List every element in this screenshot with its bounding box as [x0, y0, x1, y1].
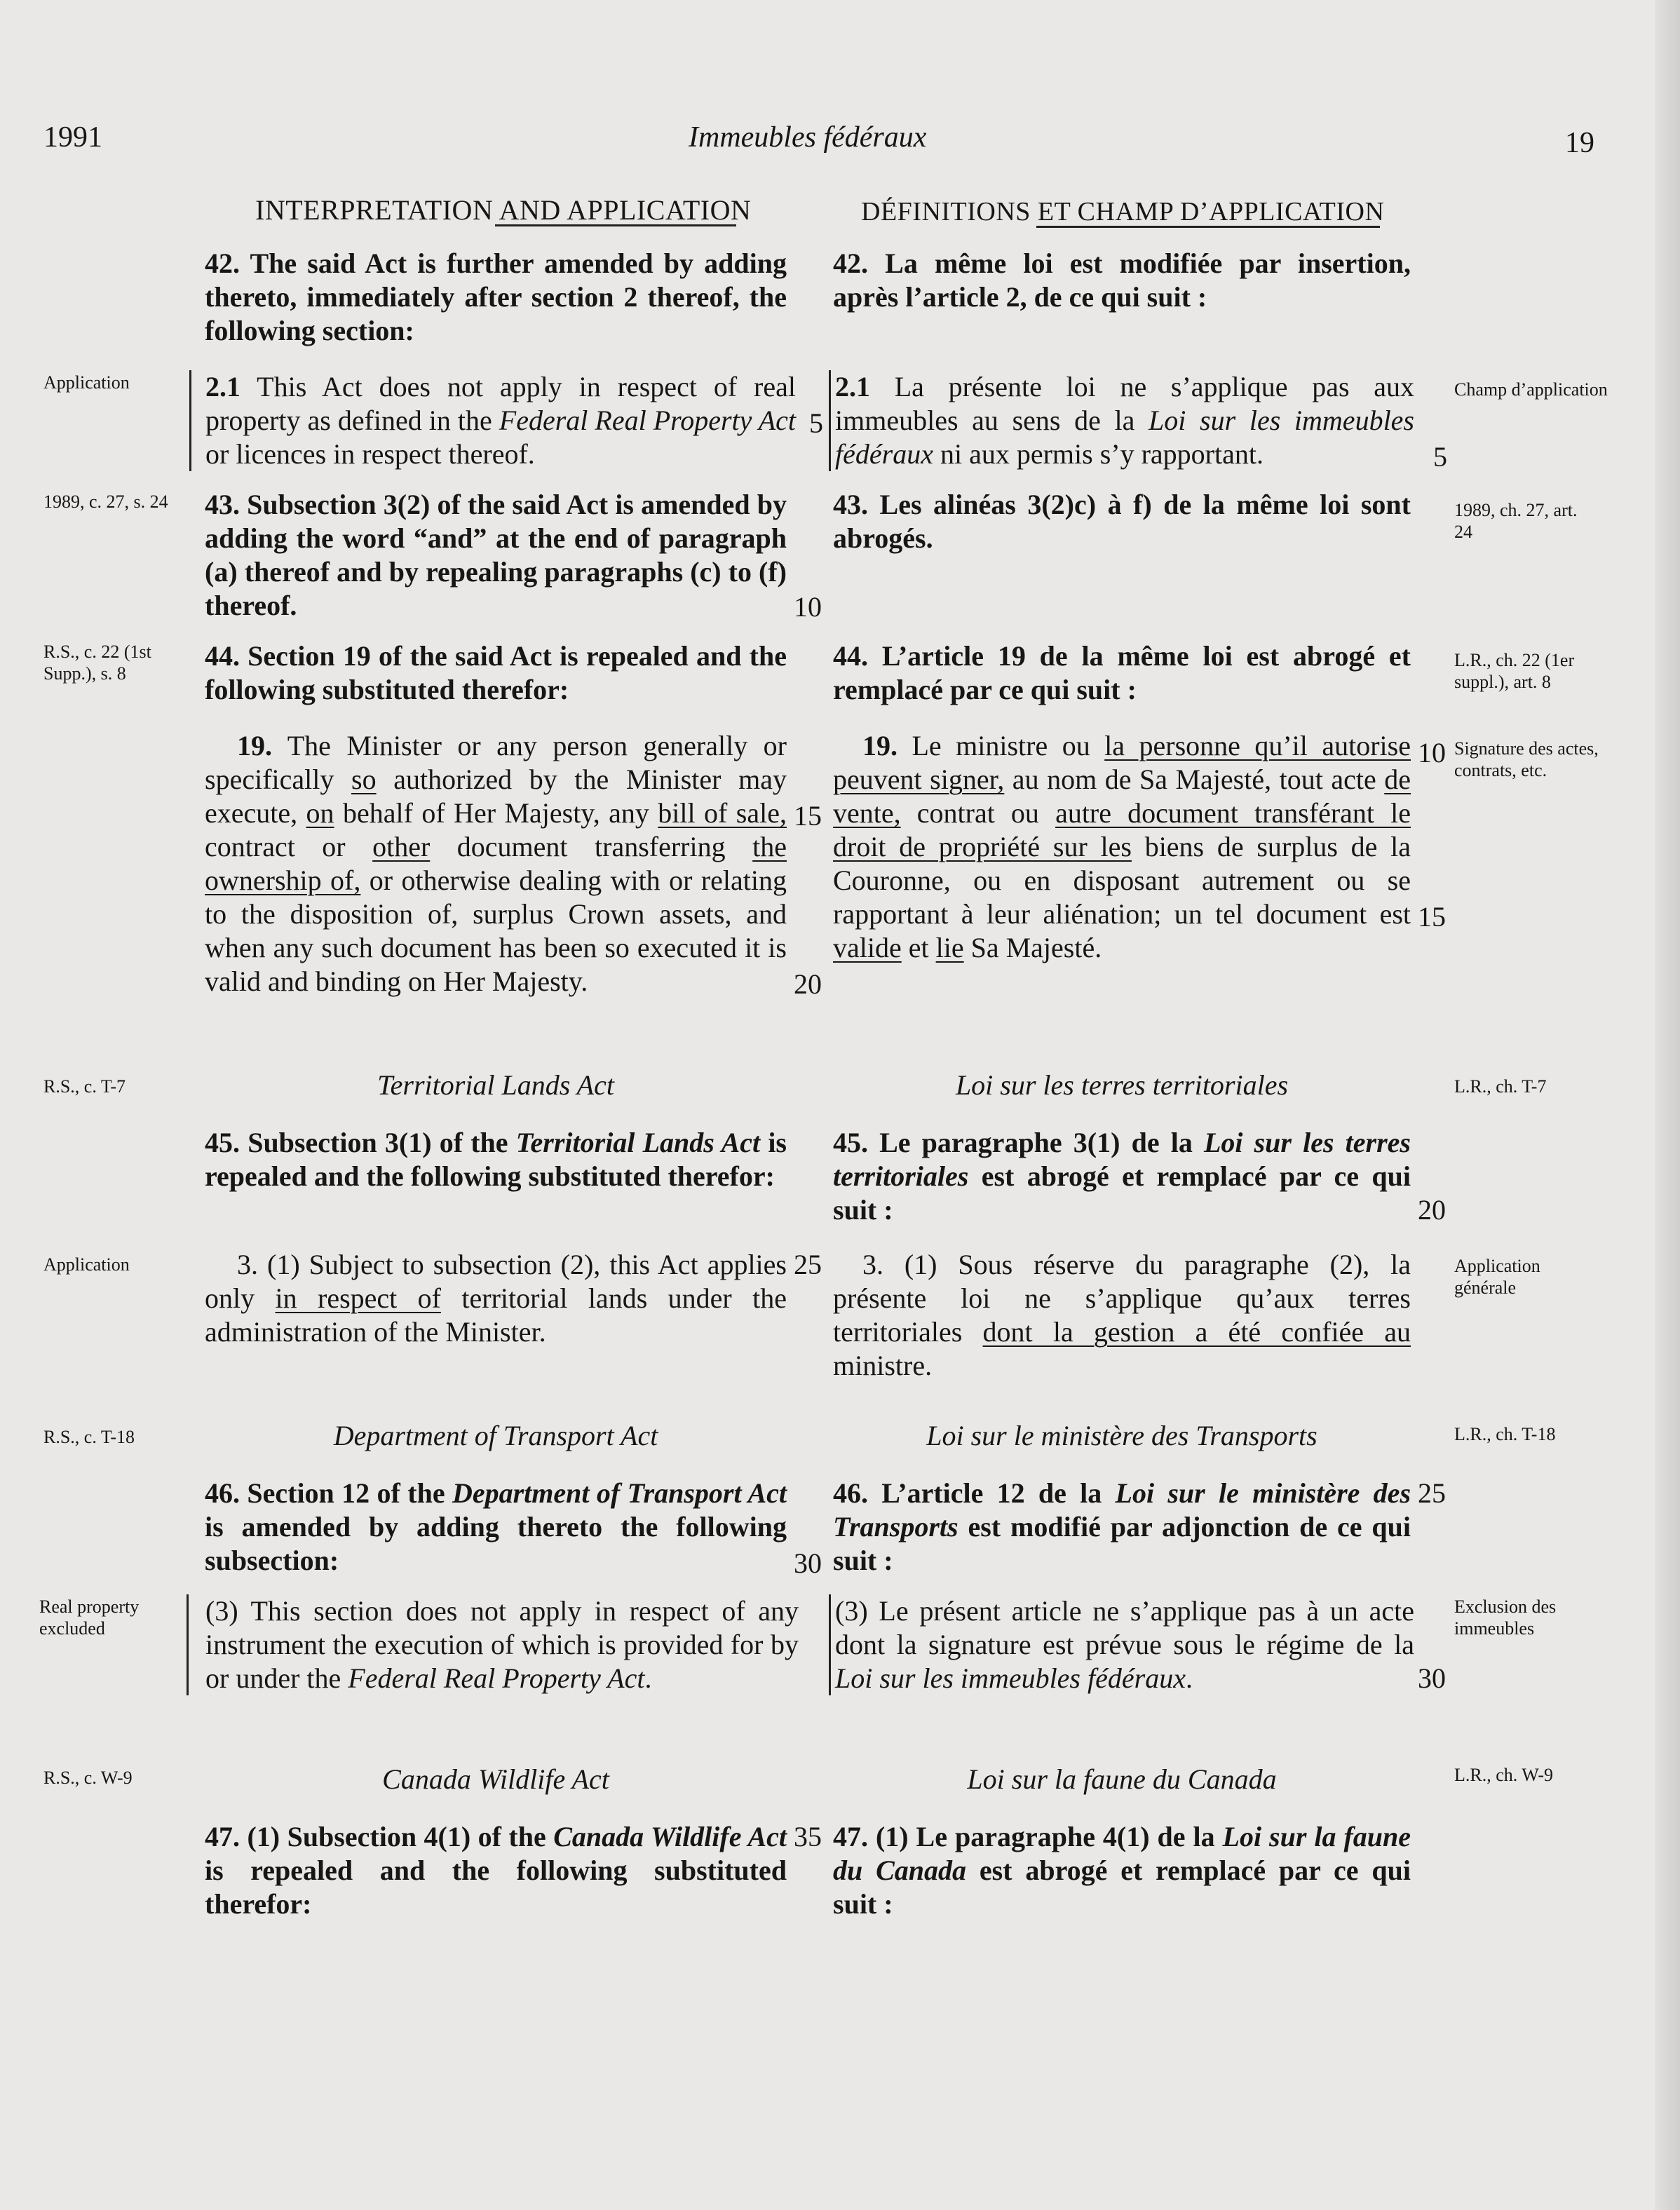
- subsection-3-1-en: 3. (1) Subject to subsection (2), this Act applies only in respect of territorial lands under the administration of the Minister.: [205, 1249, 787, 1348]
- act-name: Loi sur la faune du Canada: [833, 1821, 1411, 1886]
- line-number-en: 30: [794, 1547, 822, 1579]
- provision-2-1-en: 2.1 This Act does not apply in respect of real property as defined in the Federal Real Property Act or licences in respect thereof.: [189, 370, 796, 471]
- line-number-en: 25: [794, 1249, 822, 1280]
- line-number-en: 20: [794, 968, 822, 1000]
- running-head-en: INTERPRETATION AND APPLICATION: [255, 194, 752, 226]
- act-name: Loi sur les immeubles fédéraux: [835, 405, 1414, 470]
- margin-note-lr-ch22: L.R., ch. 22 (1er suppl.), art. 8: [1454, 650, 1575, 692]
- subsection-3-1-fr: 3. (1) Sous réserve du paragraphe (2), la présente loi ne s’applique qu’aux terres territoriales dont la gestion a été confiée au ministre.: [833, 1249, 1411, 1381]
- heading-underline-fr: [1036, 226, 1380, 228]
- running-head-fr: DÉFINITIONS ET CHAMP D’APPLICATION: [861, 197, 1385, 226]
- section-47-en: 47. (1) Subsection 4(1) of the Canada Wildlife Act is repealed and the following substituted therefor:: [205, 1821, 787, 1920]
- line-number-fr: 30: [1418, 1662, 1446, 1694]
- margin-note-real-property-excluded: Real property excluded: [39, 1597, 140, 1639]
- margin-note-rs-t18: R.S., c. T-18: [43, 1427, 135, 1447]
- section-19-en: 19. The Minister or any person generally or specifically so authorized by the Minister may execute, on behalf of Her Majesty, any bill of sale, contract or other document transferring the ownership of, or otherwise dealing with or relating to the disposition of, surplus Crown assets, and when any such document has been so executed it is valid and binding on Her Majesty.: [205, 730, 787, 997]
- margin-note-signature-actes: Signature des actes, contrats, etc.: [1454, 738, 1599, 780]
- margin-note-rs-t7: R.S., c. T-7: [43, 1076, 126, 1097]
- section-43-en: 43. Subsection 3(2) of the said Act is amended by adding the word “and” at the end of paragraph (a) thereof and by repealing paragraphs (c) to (f) thereof.: [205, 489, 787, 621]
- act-heading-territorial-lands: Territorial Lands Act: [377, 1069, 614, 1101]
- line-number-en: 10: [794, 591, 822, 623]
- amended-text: autre document transférant le droit de propriété sur les: [833, 797, 1411, 862]
- amended-text: la personne qu’il autorise peuvent signer,: [833, 730, 1411, 795]
- margin-note-1989-ch27: 1989, ch. 27, art. 24: [1454, 500, 1578, 542]
- margin-note-champ-application: Champ d’application: [1454, 379, 1608, 400]
- subsection-12-3-fr: (3) Le présent article ne s’applique pas à un acte dont la signature est prévue sous le régime de la Loi sur les immeubles fédéraux.: [829, 1594, 1414, 1695]
- margin-note-application-en: Application: [43, 1254, 130, 1275]
- line-number-fr: 10: [1418, 737, 1446, 768]
- line-number-en: 35: [794, 1821, 822, 1852]
- line-number-fr: 5: [1433, 441, 1447, 473]
- section-44-fr: 44. L’article 19 de la même loi est abrogé et remplacé par ce qui suit :: [833, 640, 1411, 705]
- section-42-fr: 42. La même loi est modifiée par insertion, après l’article 2, de ce qui suit :: [833, 248, 1411, 313]
- margin-note-application-en: Application: [43, 372, 130, 393]
- provision-number: 2.1: [835, 371, 870, 402]
- margin-note-lr-t7: L.R., ch. T-7: [1454, 1076, 1547, 1097]
- act-name: Federal Real Property Act: [499, 405, 797, 436]
- provision-2-1-fr: 2.1 La présente loi ne s’applique pas aux immeubles au sens de la Loi sur les immeubles fédéraux ni aux permis s’y rapportant.: [829, 370, 1414, 471]
- line-number-fr: 15: [1418, 901, 1446, 933]
- amended-text: de vente,: [833, 764, 1411, 829]
- section-42-en: 42. The said Act is further amended by adding thereto, immediately after section 2 thereof, the following section:: [205, 248, 787, 346]
- line-number-en: 15: [794, 800, 822, 832]
- act-heading-faune-du-canada: Loi sur la faune du Canada: [967, 1763, 1277, 1795]
- section-44-en: 44. Section 19 of the said Act is repealed and the following substituted therefor:: [205, 640, 787, 705]
- act-name: Territorial Lands Act: [515, 1127, 761, 1158]
- amended-text: valide: [833, 932, 902, 963]
- page-number: 19: [1565, 127, 1594, 159]
- act-name: Loi sur le ministère des Transports: [833, 1477, 1411, 1543]
- provision-number: 2.1: [205, 371, 241, 402]
- section-46-fr: 46. L’article 12 de la Loi sur le ministère des Transports est modifié par adjonction de ce qui suit :: [833, 1477, 1411, 1576]
- line-number-fr: 20: [1418, 1194, 1446, 1226]
- act-name: Department of Transport Act: [452, 1477, 787, 1509]
- margin-note-rs-w9: R.S., c. W-9: [43, 1768, 133, 1788]
- section-43-fr: 43. Les alinéas 3(2)c) à f) de la même loi sont abrogés.: [833, 489, 1411, 554]
- amended-text: dont la gestion a été confiée au: [982, 1316, 1411, 1348]
- act-name: Canada Wildlife Act: [553, 1821, 787, 1852]
- margin-note-exclusion-des-immeubles: Exclusion des immeubles: [1454, 1597, 1557, 1639]
- year: 1991: [43, 121, 102, 154]
- subsection-12-3-en: (3) This section does not apply in respect of any instrument the execution of which is provided for by or under the Federal Real Property Act.: [187, 1594, 799, 1695]
- amended-text: on: [306, 797, 334, 829]
- section-19-fr: 19. Le ministre ou la personne qu’il autorise peuvent signer, au nom de Sa Majesté, tout acte de vente, contrat ou autre document transférant le droit de propriété sur les biens de surplus de la Couronne, ou en disposant autrement ou se rapportant à leur aliénation; un tel document est valide et lie Sa Majesté.: [833, 730, 1411, 963]
- page-title: Immeubles fédéraux: [689, 121, 927, 154]
- margin-note-lr-t18: L.R., ch. T-18: [1454, 1424, 1556, 1444]
- margin-note-application-generale: Application générale: [1454, 1256, 1540, 1298]
- act-heading-department-of-transport: Department of Transport Act: [333, 1420, 658, 1451]
- amended-text: lie: [935, 932, 964, 963]
- page-edge: [1655, 0, 1680, 2210]
- act-heading-terres-territoriales: Loi sur les terres territoriales: [955, 1069, 1289, 1101]
- amended-text: the ownership of,: [205, 831, 787, 896]
- margin-note-rs-c22: R.S., c. 22 (1st Supp.), s. 8: [43, 642, 151, 684]
- act-heading-canada-wildlife: Canada Wildlife Act: [382, 1763, 609, 1795]
- act-name: Loi sur les immeubles fédéraux: [835, 1662, 1186, 1694]
- amended-text: in respect of: [275, 1282, 441, 1314]
- margin-note-1989-c27: 1989, c. 27, s. 24: [43, 492, 168, 512]
- section-45-en: 45. Subsection 3(1) of the Territorial Lands Act is repealed and the following substituted therefor:: [205, 1127, 787, 1192]
- act-name: Loi sur les terres territoriales: [833, 1127, 1411, 1192]
- provision-number: 19.: [862, 730, 897, 761]
- line-number-fr: 25: [1418, 1477, 1446, 1509]
- amended-text: other: [372, 831, 431, 862]
- act-name: Federal Real Property Act: [348, 1662, 645, 1694]
- heading-underline-en: [495, 224, 736, 226]
- section-46-en: 46. Section 12 of the Department of Transport Act is amended by adding thereto the following subsection:: [205, 1477, 787, 1576]
- section-45-fr: 45. Le paragraphe 3(1) de la Loi sur les terres territoriales est abrogé et remplacé par ce qui suit :: [833, 1127, 1411, 1226]
- amended-text: bill of sale,: [658, 797, 787, 829]
- line-number-en: 5: [809, 407, 823, 439]
- act-heading-ministere-des-transports: Loi sur le ministère des Transports: [926, 1420, 1317, 1451]
- section-47-fr: 47. (1) Le paragraphe 4(1) de la Loi sur la faune du Canada est abrogé et remplacé par ce qui suit :: [833, 1821, 1411, 1920]
- amended-text: so: [351, 764, 377, 795]
- provision-number: 19.: [237, 730, 272, 761]
- margin-note-lr-w9: L.R., ch. W-9: [1454, 1765, 1554, 1785]
